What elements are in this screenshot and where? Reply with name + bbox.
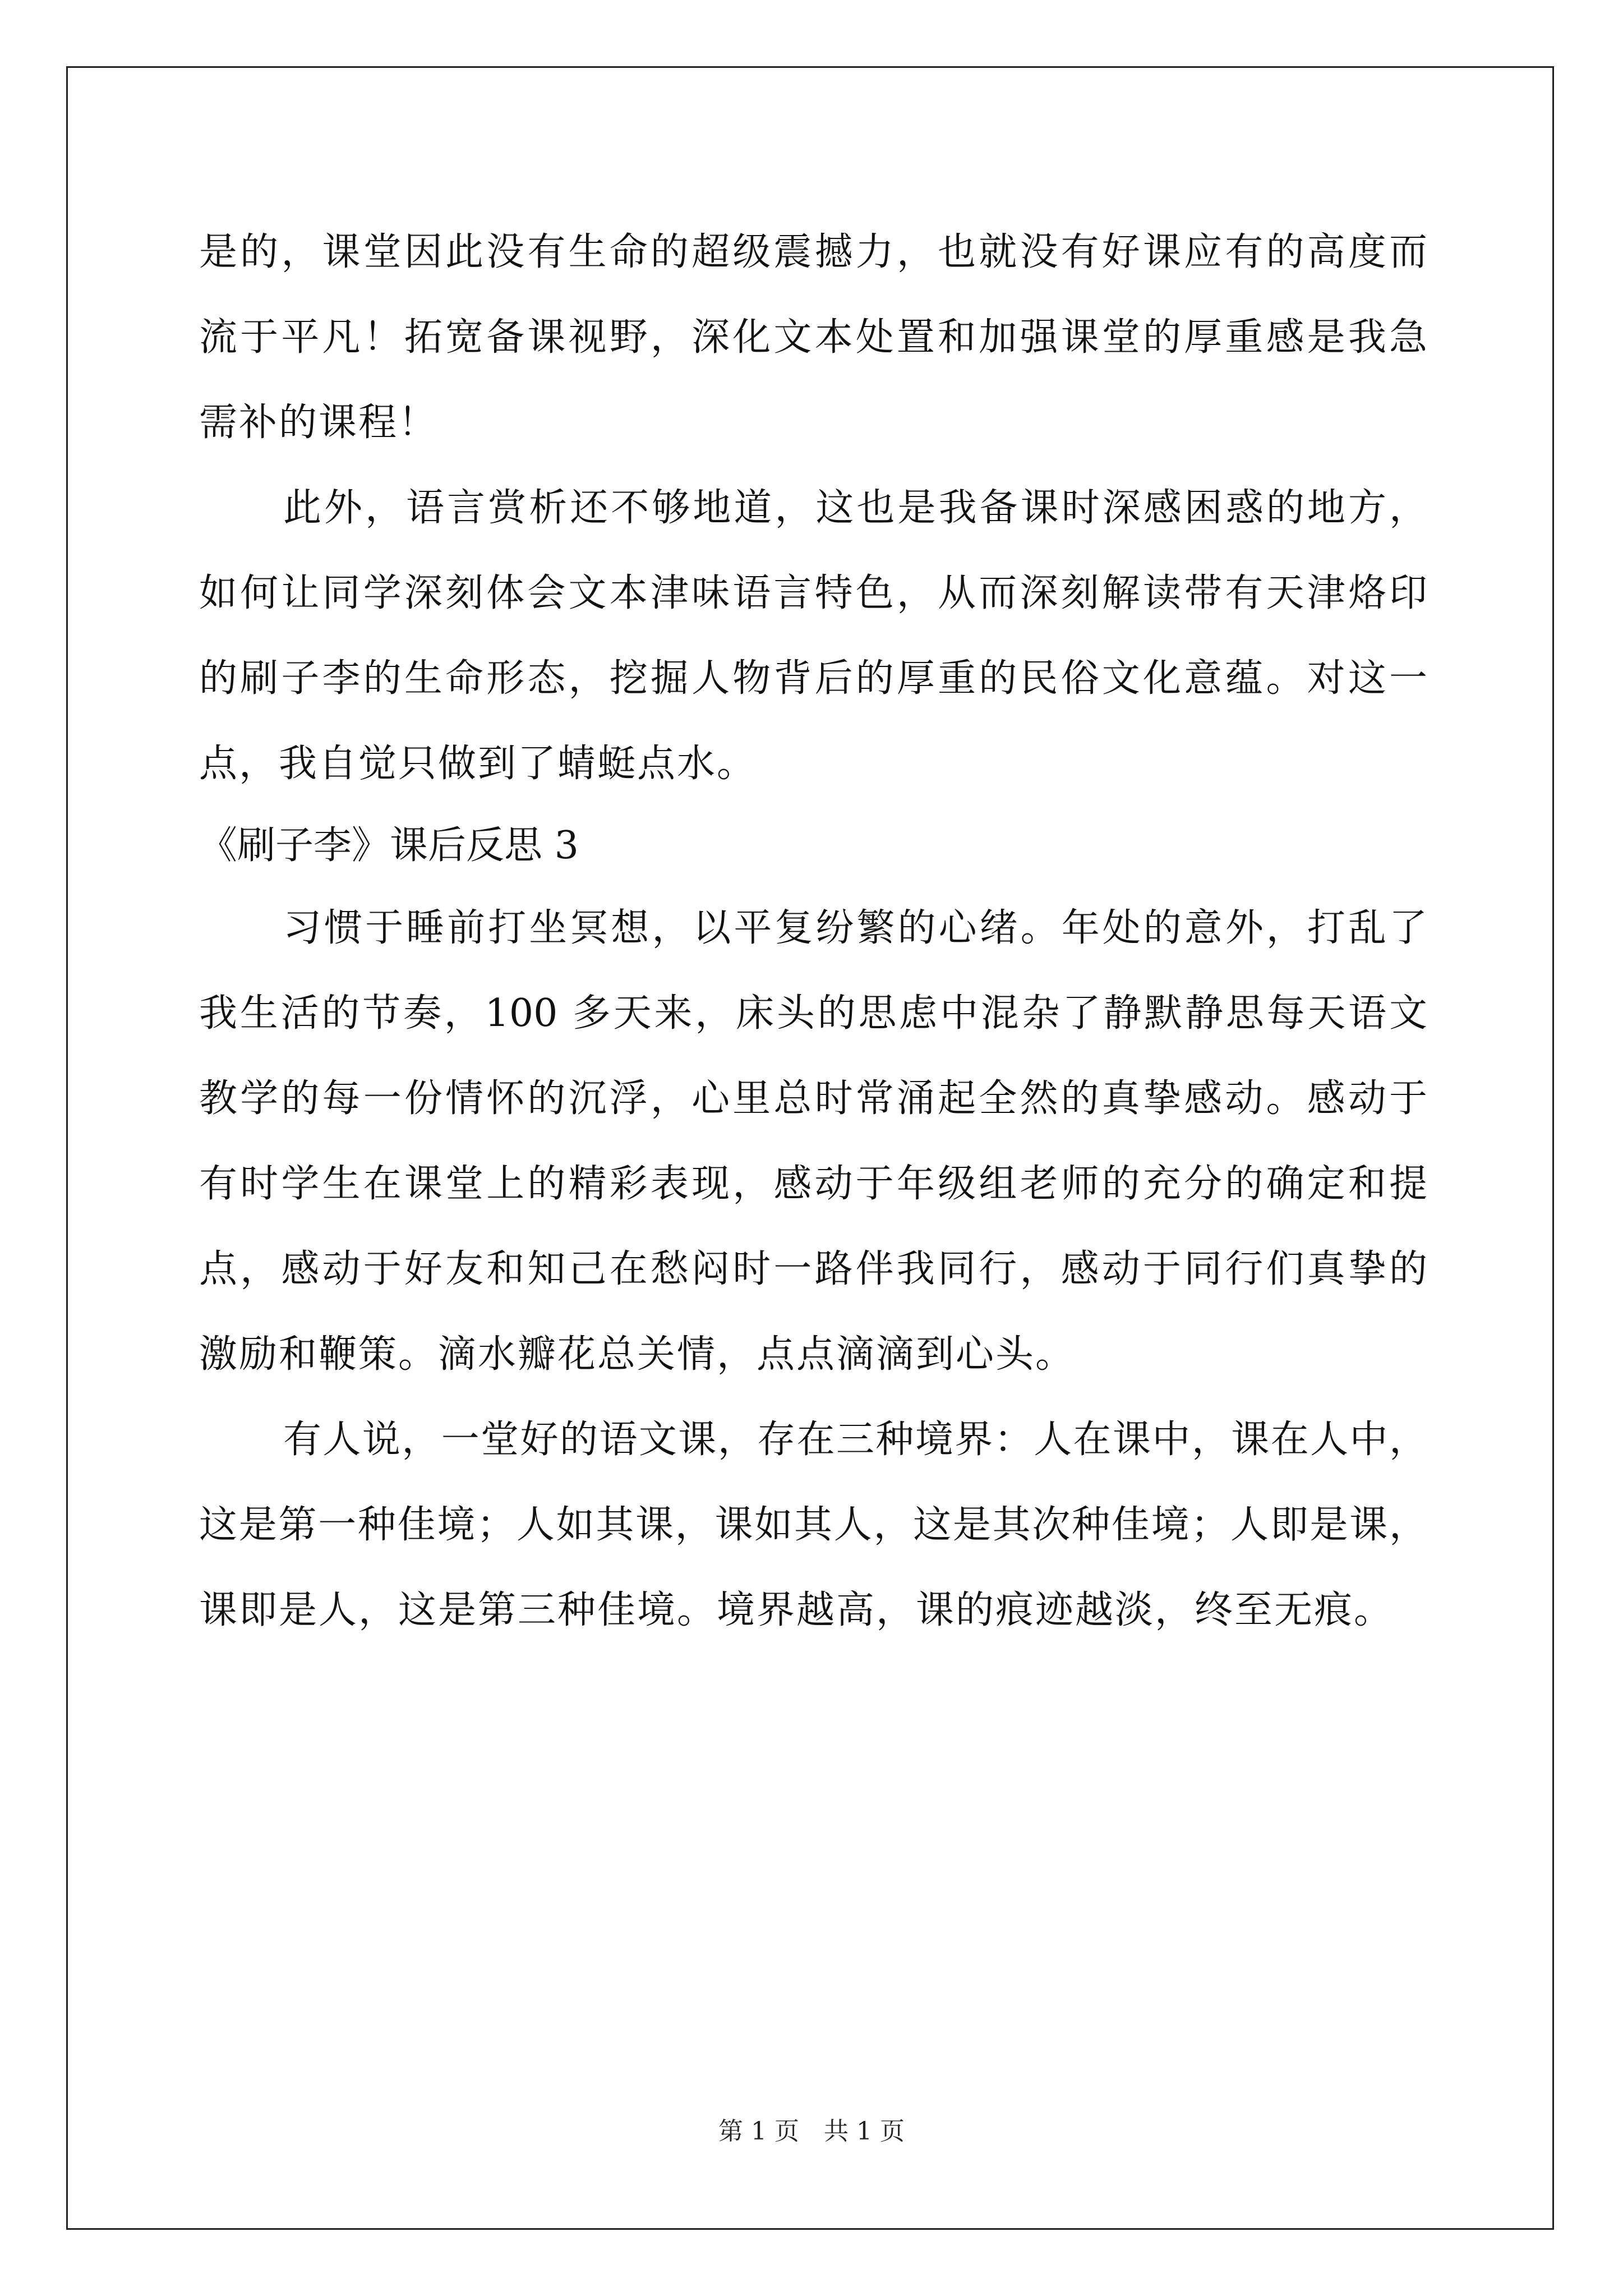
paragraph-line: 点，感动于好友和知己在愁闷时一路伴我同行，感动于同行们真挚的 <box>199 1247 1427 1291</box>
paragraph-line: 点，我自觉只做到了蜻蜓点水。 <box>199 742 757 786</box>
paragraph-line: 课即是人，这是第三种佳境。境界越高，课的痕迹越淡，终至无痕。 <box>199 1588 1394 1632</box>
paragraph-line: 有时学生在课堂上的精彩表现，感动于年级组老师的充分的确定和提 <box>199 1162 1427 1206</box>
paragraph-line: 有人说，一堂好的语文课，存在三种境界：人在课中，课在人中， <box>283 1418 1427 1462</box>
paragraph-line: 流于平凡！拓宽备课视野，深化文本处置和加强课堂的厚重感是我急 <box>199 315 1427 360</box>
paragraph-line: 此外，语言赏析还不够地道，这也是我备课时深感困惑的地方， <box>283 486 1427 530</box>
paragraph-line: 教学的每一份情怀的沉浮，心里总时常涌起全然的真挚感动。感动于 <box>199 1076 1427 1121</box>
paragraph-line: 激励和鞭策。滴水瓣花总关情，点点滴滴到心头。 <box>199 1332 1076 1377</box>
page-footer: 第 1 页 共 1 页 <box>718 2117 905 2146</box>
paragraph-line: 如何让同学深刻体会文本津味语言特色，从而深刻解读带有天津烙印 <box>199 571 1427 615</box>
paragraph-line: 需补的课程！ <box>199 401 439 445</box>
paragraph-line: 这是第一种佳境；人如其课，课如其人，这是其次种佳境；人即是课， <box>199 1503 1427 1547</box>
paragraph-line: 的刷子李的生命形态，挖掘人物背后的厚重的民俗文化意蕴。对这一 <box>199 656 1427 701</box>
paragraph-line: 我生活的节奏，100 多天来，床头的思虑中混杂了静默静思每天语文 <box>199 991 1427 1036</box>
section-heading: 《刷子李》课后反思 3 <box>199 823 579 868</box>
page-border <box>66 66 1554 2230</box>
paragraph-line: 是的，课堂因此没有生命的超级震撼力，也就没有好课应有的高度而 <box>199 230 1427 274</box>
paragraph-line: 习惯于睡前打坐冥想，以平复纷繁的心绪。年处的意外，打乱了 <box>283 906 1427 950</box>
